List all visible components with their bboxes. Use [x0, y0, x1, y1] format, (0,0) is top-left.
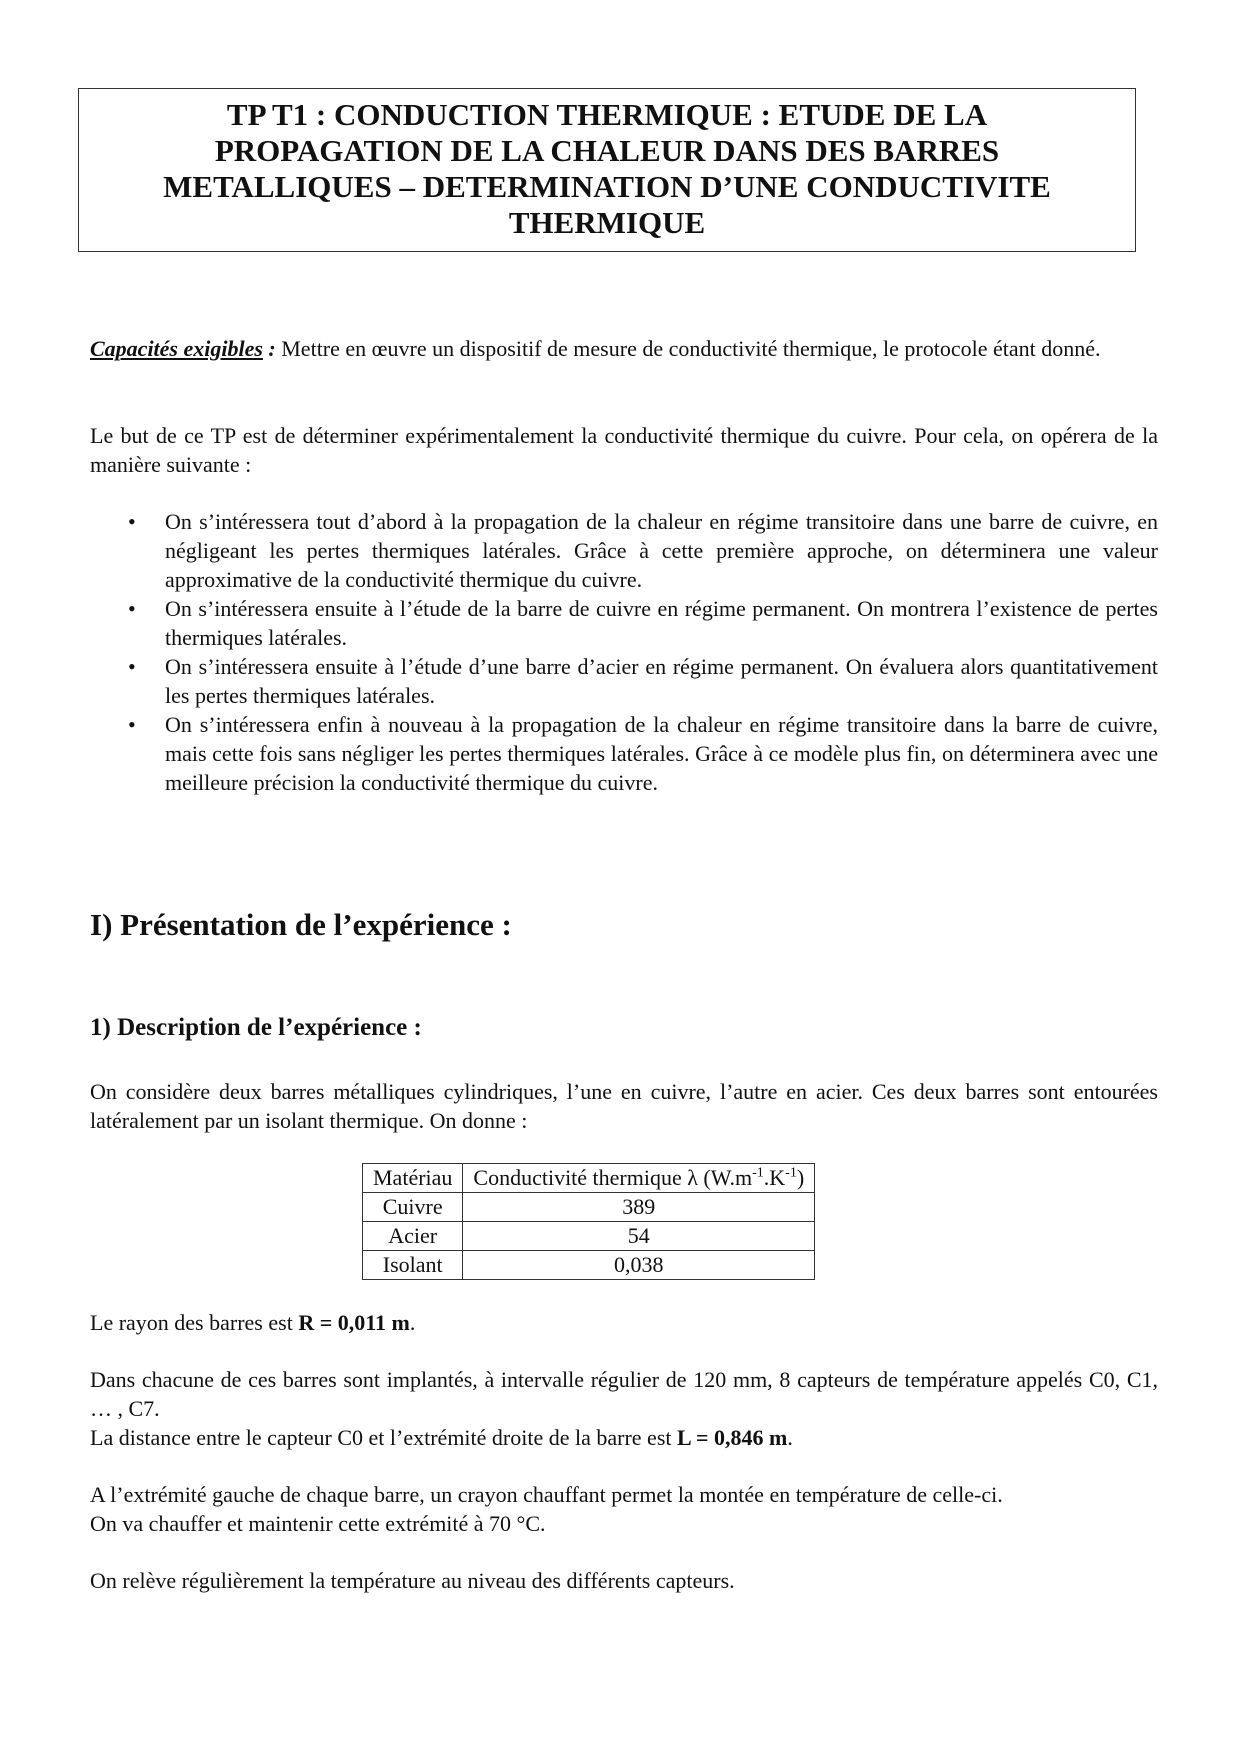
- cell-material: Acier: [363, 1222, 463, 1251]
- rayon-suffix: .: [409, 1310, 416, 1335]
- steps-list: [90, 507, 1158, 797]
- list-item: [128, 594, 1158, 652]
- title-line-2: PROPAGATION DE LA CHALEUR DANS DES BARRES: [214, 133, 1000, 168]
- cell-material: Cuivre: [363, 1193, 463, 1222]
- cell-material: Isolant: [363, 1251, 463, 1280]
- title-box: [78, 88, 1136, 252]
- capacites-text: Mettre en œuvre un dispositif de mesure de conductivité thermique, le protocole étant donné.: [275, 336, 1101, 361]
- cell-value: 389: [463, 1193, 815, 1222]
- list-item: [128, 507, 1158, 594]
- bullet-icon: •: [128, 712, 136, 737]
- step-text: On s’intéressera enfin à nouveau à la propagation de la chaleur en régime transitoire dans la barre de cuivre, mais cette fois sans négliger les pertes thermiques latérales. Grâce à ce modèle plus fin, on déterminera avec une meilleure précision la conductivité thermique du cuivre.: [165, 712, 1158, 795]
- document-page: [90, 88, 1158, 1595]
- bullet-icon: •: [128, 509, 136, 534]
- header-material: Matériau: [363, 1164, 463, 1193]
- table-row: [363, 1193, 815, 1222]
- section-heading: I) Présentation de l’expérience :: [90, 907, 512, 942]
- bullet-icon: •: [128, 654, 136, 679]
- cell-value: 54: [463, 1222, 815, 1251]
- rayon-paragraph: [90, 1308, 1158, 1337]
- header-conductivity-suffix: ): [796, 1165, 805, 1190]
- table-row: [363, 1222, 815, 1251]
- releve-paragraph: On relève régulièrement la température au niveau des différents capteurs.: [90, 1568, 735, 1593]
- step-text: On s’intéressera ensuite à l’étude d’une barre d’acier en régime permanent. On évaluera alors quantitativement les pertes thermiques latérales.: [165, 654, 1158, 708]
- chauffer-paragraph: On va chauffer et maintenir cette extrémité à 70 °C.: [90, 1511, 546, 1536]
- header-sup-2: -1: [785, 1165, 797, 1181]
- header-sup-1: -1: [752, 1165, 764, 1181]
- list-item: [128, 710, 1158, 797]
- title-line-1: TP T1 : CONDUCTION THERMIQUE : ETUDE DE LA: [226, 97, 988, 132]
- intro-paragraph: Le but de ce TP est de déterminer expérimentalement la conductivité thermique du cuivre. Pour cela, on opérera de la manière suivante :: [90, 423, 1158, 477]
- header-conductivity: [463, 1164, 815, 1193]
- table-row: [363, 1251, 815, 1280]
- rayon-prefix: Le rayon des barres est: [90, 1310, 299, 1335]
- table-header-row: [363, 1164, 815, 1193]
- distance-prefix: La distance entre le capteur C0 et l’extrémité droite de la barre est: [90, 1425, 677, 1450]
- distance-paragraph: [90, 1423, 1158, 1452]
- capteurs-paragraph: Dans chacune de ces barres sont implantés, à intervalle régulier de 120 mm, 8 capteurs de température appelés C0, C1, … , C7.: [90, 1367, 1158, 1421]
- cell-value: 0,038: [463, 1251, 815, 1280]
- capacites-label: Capacités exigibles: [90, 336, 263, 361]
- capacites-paragraph: [90, 334, 1158, 363]
- title-line-4: THERMIQUE: [508, 205, 706, 240]
- capacites-colon: :: [262, 336, 276, 361]
- title-line-3: METALLIQUES – DETERMINATION D’UNE CONDUCTIVITE: [163, 169, 1051, 204]
- bullet-icon: •: [128, 596, 136, 621]
- distance-value: L = 0,846 m: [677, 1425, 788, 1450]
- list-item: [128, 652, 1158, 710]
- header-conductivity-prefix: Conductivité thermique λ (W.m: [473, 1165, 753, 1190]
- rayon-value: R = 0,011 m: [298, 1310, 410, 1335]
- materials-table: [362, 1163, 815, 1280]
- step-text: On s’intéressera tout d’abord à la propagation de la chaleur en régime transitoire dans une barre de cuivre, en négligeant les pertes thermiques latérales. Grâce à cette première approche, on déterminera une valeur approximative de la conductivité thermique du cuivre.: [165, 509, 1158, 592]
- distance-suffix: .: [787, 1425, 793, 1450]
- subsection-heading: 1) Description de l’expérience :: [90, 1014, 422, 1041]
- header-conductivity-mid: .K: [763, 1165, 786, 1190]
- step-text: On s’intéressera ensuite à l’étude de la barre de cuivre en régime permanent. On montrera l’existence de pertes thermiques latérales.: [165, 596, 1158, 650]
- crayon-paragraph: A l’extrémité gauche de chaque barre, un crayon chauffant permet la montée en température de celle-ci.: [90, 1482, 1003, 1507]
- description-paragraph: On considère deux barres métalliques cylindriques, l’une en cuivre, l’autre en acier. Ces deux barres sont entourées latéralement par un isolant thermique. On donne :: [90, 1079, 1158, 1133]
